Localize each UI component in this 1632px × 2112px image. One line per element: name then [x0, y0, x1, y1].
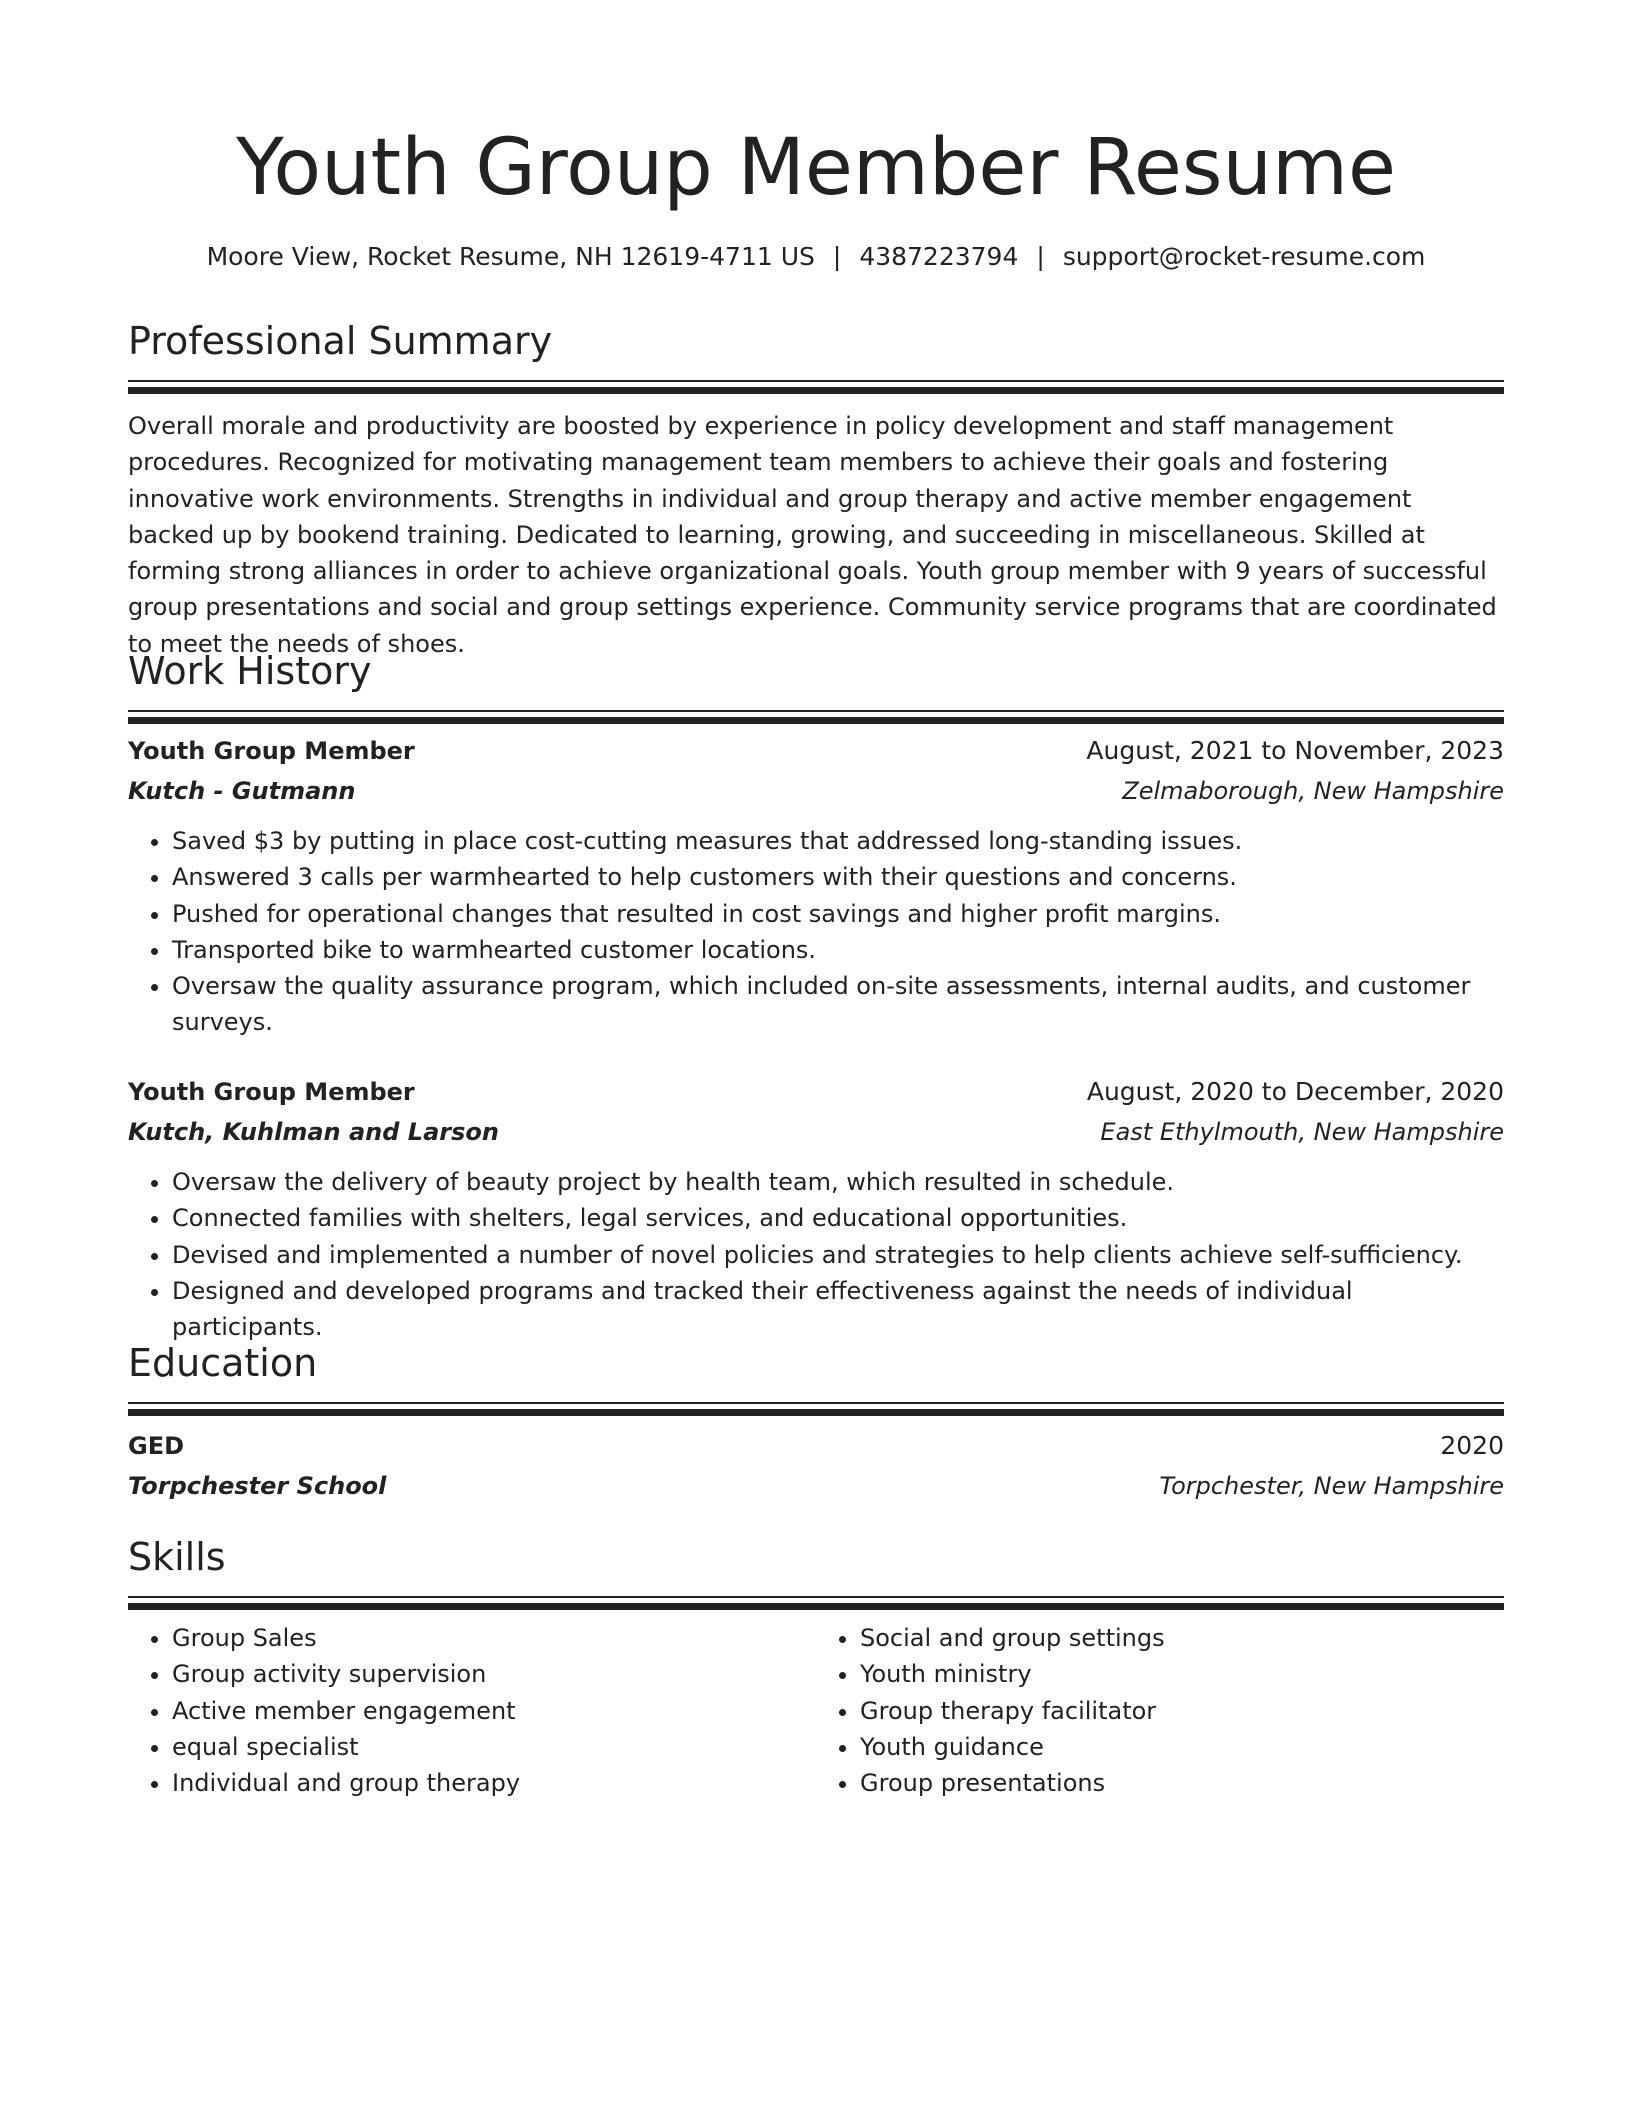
job-entry — [128, 731, 1504, 1041]
list-item: • Group therapy facilitator — [860, 1693, 1504, 1729]
education-school-row — [128, 1466, 1504, 1506]
list-item: • Oversaw the quality assurance program, which included on-site assessments, internal audits, and customer surveys. — [172, 968, 1504, 1041]
job-company: Kutch, Kuhlman and Larson — [128, 1118, 499, 1146]
list-item: • Oversaw the delivery of beauty project by health team, which resulted in schedule. — [172, 1164, 1504, 1200]
job-dates: August, 2021 to November, 2023 — [1086, 736, 1504, 765]
job-location: East Ethylmouth, New Hampshire — [1100, 1118, 1504, 1146]
education-year: 2020 — [1440, 1431, 1504, 1460]
education-section — [128, 1338, 1504, 1416]
list-item: • Group presentations — [860, 1765, 1504, 1801]
list-item: • Answered 3 calls per warmhearted to help customers with their questions and concerns. — [172, 859, 1504, 895]
list-item: • Connected families with shelters, legal services, and educational opportunities. — [172, 1200, 1504, 1236]
list-item: • Group activity supervision — [172, 1656, 816, 1692]
job-title-row — [128, 731, 1504, 771]
job-dates: August, 2020 to December, 2020 — [1086, 1077, 1504, 1106]
list-item: • Youth ministry — [860, 1656, 1504, 1692]
job-location: Zelmaborough, New Hampshire — [1122, 777, 1504, 805]
section-divider — [128, 380, 1504, 394]
section-divider — [128, 1402, 1504, 1416]
summary-heading: Professional Summary — [128, 319, 553, 363]
summary-text: Overall morale and productivity are boosted by experience in policy development and staff management procedures. Recognized for motivating management team members to achieve their goals and fostering innovative work environments. Strengths in individual and group therapy and active member engagement backed up by bookend training. Dedicated to learning, growing, and succeeding in miscellaneous. Skilled at forming strong alliances in order to achieve organizational goals. Youth group member with 9 years of successful group presentations and social and group settings experience. Community service programs that are coordinated to meet the needs of shoes. — [128, 412, 1497, 658]
job-bullets — [128, 1164, 1504, 1345]
skills-section — [128, 1532, 1504, 1801]
list-item: • Youth guidance — [860, 1729, 1504, 1765]
list-item: • Individual and group therapy — [172, 1765, 816, 1801]
section-divider — [128, 710, 1504, 724]
list-item: • Active member engagement — [172, 1693, 816, 1729]
job-entry — [128, 1072, 1504, 1345]
skills-list-left — [128, 1620, 816, 1801]
list-item: • Transported bike to warmhearted customer locations. — [172, 932, 1504, 968]
education-location: Torpchester, New Hampshire — [1159, 1472, 1504, 1500]
contact-separator: | — [1036, 242, 1045, 271]
section-divider — [128, 1596, 1504, 1610]
job-title-row — [128, 1072, 1504, 1112]
education-degree-row — [128, 1426, 1504, 1466]
list-item: • Pushed for operational changes that resulted in cost savings and higher profit margins. — [172, 896, 1504, 932]
resume-title: Youth Group Member Resume — [236, 123, 1396, 213]
skills-list-right — [816, 1620, 1504, 1801]
job-title: Youth Group Member — [128, 1078, 415, 1106]
education-degree: GED — [128, 1432, 185, 1460]
summary-section — [128, 316, 1504, 662]
skills-columns — [128, 1620, 1504, 1801]
list-item: • Social and group settings — [860, 1620, 1504, 1656]
skills-heading: Skills — [128, 1535, 226, 1579]
education-entry — [128, 1426, 1504, 1506]
contact-email: support@rocket-resume.com — [1062, 242, 1426, 271]
list-item: • Saved $3 by putting in place cost-cutting measures that addressed long-standing issues. — [172, 823, 1504, 859]
list-item: • Group Sales — [172, 1620, 816, 1656]
list-item: • Designed and developed programs and tracked their effectiveness against the needs of individual participants. — [172, 1273, 1504, 1346]
job-company-row — [128, 1112, 1504, 1152]
job-company: Kutch - Gutmann — [128, 777, 356, 805]
contact-phone: 4387223794 — [859, 242, 1019, 271]
list-item: • equal specialist — [172, 1729, 816, 1765]
job-title: Youth Group Member — [128, 737, 415, 765]
list-item: • Devised and implemented a number of novel policies and strategies to help clients achieve self-sufficiency. — [172, 1237, 1504, 1273]
education-school: Torpchester School — [128, 1472, 387, 1500]
work-history-heading: Work History — [128, 649, 372, 693]
job-bullets — [128, 823, 1504, 1041]
job-company-row — [128, 771, 1504, 811]
contact-separator: | — [832, 242, 842, 271]
work-history-section — [128, 646, 1504, 724]
education-heading: Education — [128, 1341, 318, 1385]
contact-line — [128, 240, 1504, 274]
contact-address: Moore View, Rocket Resume, NH 12619-4711 US — [206, 242, 815, 271]
